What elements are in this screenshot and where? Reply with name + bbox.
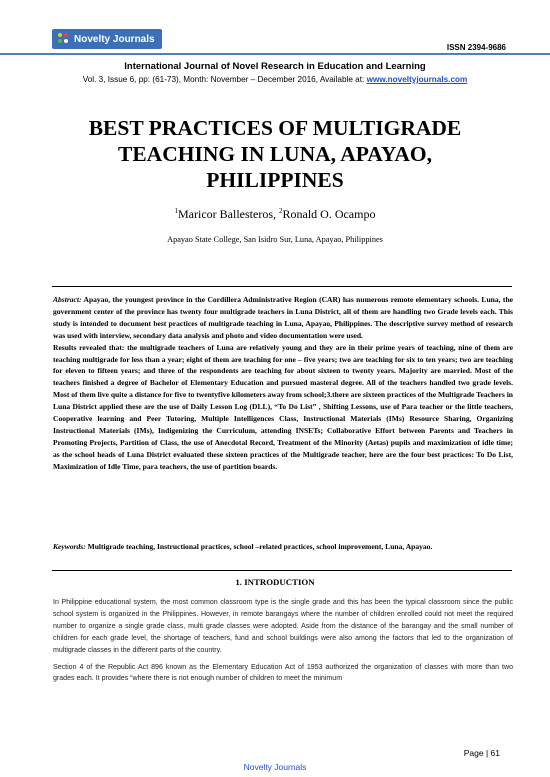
keywords-label: Keywords: bbox=[53, 542, 86, 551]
author2-superscript: 2 bbox=[278, 207, 283, 215]
author2-name: Ronald O. Ocampo bbox=[282, 207, 376, 221]
abstract-bottom-rule bbox=[52, 570, 512, 571]
abstract-label: Abstract: bbox=[53, 295, 82, 304]
section-heading-introduction: 1. INTRODUCTION bbox=[235, 577, 315, 587]
logo-dots-icon bbox=[58, 33, 70, 45]
journal-volume-line bbox=[0, 75, 550, 84]
abstract-top-rule bbox=[52, 286, 512, 287]
author1-name: Maricor Ballesteros, bbox=[178, 207, 279, 221]
abstract-paragraph-2: Results revealed that: the multigrade teachers of Luna are relatively young and they are in their prime years of teaching, nine of them are teaching multigrade for less than a year; eight of them are teaching for one – five years; two are teaching for six to ten years; two are teaching for eleven to fifteen years; and three of the respondents are teaching for about sixteen to twenty years. Majority are married. Most of the teachers finished a degree of Bachelor of Elementary Education and pursued masteral degree. All of the teachers handled two grade levels. Most of them live quite a distance for five to twentyfive kilometers away from school;3.there are sixteen practices of the Multigrade Teachers in Luna District applied these are the use of Daily Lesson Log (DLL), “To Do List” , Shifting Lessons, use of Para teacher or the little teachers, Cooperative learning and Peer Tutoring, Multiple Intelligences Class, Instructional Materials (IMs) Resource Sharing, Organizing Instructional Materials (IMs), Indigenizing the Curriculum, attending INSETs; Collaborative Effort between Parents and Teachers in Promoting Projects, Partition of Class, the use of Anecdotal Record, Treatment of the Minority (Aetas) pupils and maximization of idle time; as the school heads of Luna District evaluated these sixteen practices of the Multigrade teacher, here are the four best practices: To Do List, Maximization of Idle Time, para teachers, the use of partition boards. bbox=[53, 342, 513, 471]
publisher-logo bbox=[52, 29, 162, 49]
introduction-body bbox=[53, 597, 513, 690]
author-list bbox=[0, 207, 550, 222]
logo-text: Novelty Journals bbox=[74, 33, 155, 45]
page-number: Page | 61 bbox=[463, 748, 500, 758]
footer-publisher[interactable]: Novelty Journals bbox=[243, 762, 307, 772]
keywords-block bbox=[53, 541, 513, 553]
author-affiliation: Apayao State College, San Isidro Sur, Luna, Apayao, Philippines bbox=[167, 235, 383, 244]
journal-url-link[interactable]: www.noveltyjournals.com bbox=[366, 75, 468, 84]
introduction-paragraph-2: Section 4 of the Republic Act 896 known as the Elementary Education Act of 1953 authorized the organization of classes with more than two grades each. It provides “where there is not enough number of children to meet the minimum bbox=[53, 663, 513, 683]
paper-title: BEST PRACTICES OF MULTIGRADE TEACHING IN LUNA, APAYAO, PHILIPPINES bbox=[88, 116, 462, 192]
author1-superscript: 1 bbox=[174, 207, 179, 215]
abstract-text-1: Apayao, the youngest province in the Cordillera Administrative Region (CAR) has numerous remote elementary schools. Luna, the government center of the province has twenty four multigrade teachers in Luna District, all of them are handling two Grade levels each. This study is intended to document best practices of multigrade teaching in Luna, Apayao, Philippines. The descriptive survey method of research was used with interview, secondary data analysis and photo and video documentation were used. bbox=[53, 295, 513, 340]
abstract-paragraph-1 bbox=[53, 294, 513, 342]
journal-volume-text: Vol. 3, Issue 6, pp: (61-73), Month: November – December 2016, Available at: bbox=[82, 75, 365, 84]
header-divider bbox=[0, 53, 550, 55]
keywords-text: Multigrade teaching, Instructional practices, school –related practices, school improvement, Luna, Apayao. bbox=[85, 542, 433, 551]
abstract-block bbox=[53, 294, 513, 473]
issn-number: ISSN 2394-9686 bbox=[446, 43, 506, 52]
journal-title: International Journal of Novel Research in Education and Learning bbox=[124, 61, 426, 72]
introduction-paragraph-1: In Philippine educational system, the most common classroom type is the single grade and this has been the typical classroom since the public school system is organized in the Philippines. However, in remote barangays where the number of children enrolled could not meet the required number to organize a single grade class, multi grade classes were adopted. Aside from the distance of the barangay and the small number of children for each grade level, the shortage of teachers, fund and school buildings were also among the factors that led to the organization of multigrade classes in the different parts of the country. bbox=[53, 599, 513, 654]
